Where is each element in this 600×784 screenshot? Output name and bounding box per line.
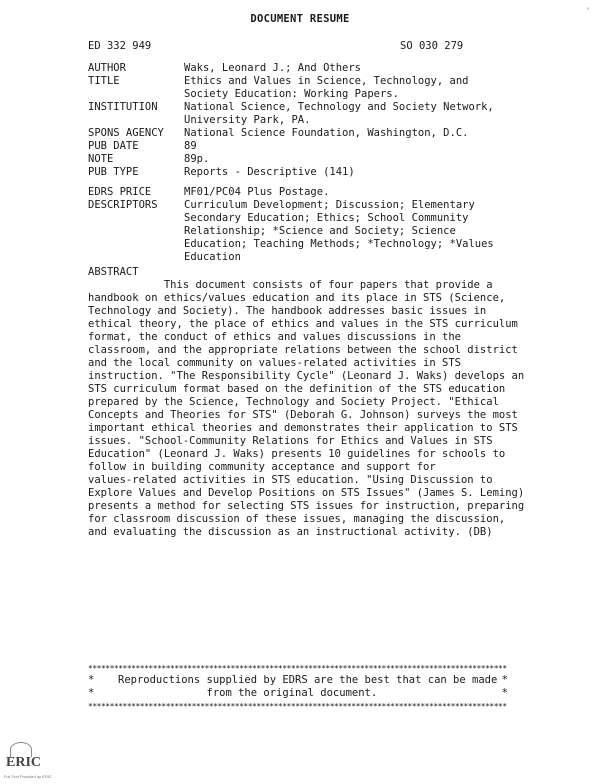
field-value — [184, 62, 514, 75]
abstract-line: instruction. "The Responsibility Cycle" (Leonard J. Waks) develops an — [88, 370, 525, 382]
abstract-line: format, the conduct of ethics and values discussions in the — [88, 331, 461, 343]
field-line: Curriculum Development; Discussion; Elementary — [184, 199, 475, 211]
abstract-line: prepared by the Science, Technology and Society Project. "Ethical — [88, 396, 499, 408]
field-line: Secondary Education; Ethics; School Community — [184, 212, 469, 224]
abstract-line: and the local community on values-related activities in STS — [88, 357, 461, 369]
field-label: PUB TYPE — [88, 166, 139, 178]
field-line: National Science Foundation, Washington, D.C. — [184, 127, 469, 139]
footer-text: Reproductions supplied by EDRS are the best that can be made — [118, 674, 498, 686]
field-line: Ethics and Values in Science, Technology, and — [184, 75, 469, 87]
corner-mark: ° — [586, 7, 590, 14]
abstract-line: Explore Values and Develop Positions on STS Issues" (James S. Leming) — [88, 487, 525, 499]
footer-star: * — [88, 687, 95, 699]
field-value — [184, 75, 514, 101]
field-value — [184, 127, 514, 140]
abstract-label: ABSTRACT — [88, 266, 139, 278]
document-title: DOCUMENT RESUME — [250, 13, 350, 25]
ed-number: ED 332 949 — [88, 40, 152, 52]
field-label: EDRS PRICE — [88, 186, 152, 198]
field-label: NOTE — [88, 153, 114, 165]
eric-logo — [4, 742, 52, 779]
abstract-line: ethical theory, the place of ethics and values in the STS curriculum — [88, 318, 518, 330]
field-value — [184, 140, 514, 153]
footer-star: * — [501, 687, 508, 699]
field-label: INSTITUTION — [88, 101, 158, 113]
abstract-line: Education" (Leonard J. Waks) presents 10 guidelines for schools to — [88, 448, 506, 460]
abstract-line: This document consists of four papers that provide a — [88, 279, 493, 291]
field-label: DESCRIPTORS — [88, 199, 158, 211]
abstract-line: Concepts and Theories for STS" (Deborah G. Johnson) surveys the most — [88, 409, 518, 421]
abstract-line: presents a method for selecting STS issues for instruction, preparing — [88, 500, 525, 512]
abstract-line: follow in building community acceptance and support for — [88, 461, 436, 473]
field-line: 89p. — [184, 153, 210, 165]
field-line: Education; Teaching Methods; *Technology; *Values — [184, 238, 494, 250]
field-value — [184, 153, 514, 166]
footer-star-rule-bottom: ************************************************************************************************* — [88, 702, 507, 711]
field-line: National Science, Technology and Society Network, — [184, 101, 494, 113]
field-line: University Park, PA. — [184, 114, 311, 126]
field-line: Waks, Leonard J.; And Others — [184, 62, 362, 74]
field-label: SPONS AGENCY — [88, 127, 164, 139]
field-line: MF01/PC04 Plus Postage. — [184, 186, 330, 198]
so-number: SO 030 279 — [400, 40, 464, 52]
field-value — [184, 199, 514, 264]
abstract-line: values-related activities in STS education. "Using Discussion to — [88, 474, 493, 486]
field-label: PUB DATE — [88, 140, 139, 152]
abstract-body — [88, 279, 525, 539]
field-line: 89 — [184, 140, 197, 152]
field-value — [184, 166, 514, 179]
footer-text: from the original document. — [118, 687, 378, 699]
abstract-line: for classroom discussion of these issues, managing the discussion, — [88, 513, 506, 525]
abstract-line: important ethical theories and demonstrates their application to STS — [88, 422, 518, 434]
eric-logo-subtitle: Full Text Provided by ERIC — [4, 774, 52, 779]
field-line: Relationship; *Science and Society; Science — [184, 225, 456, 237]
abstract-line: handbook on ethics/values education and its place in STS (Science, — [88, 292, 506, 304]
footer-star: * — [501, 674, 508, 686]
field-line: Education — [184, 251, 241, 263]
eric-logo-text: ERIC — [6, 755, 42, 770]
field-line: Society Education: Working Papers. — [184, 88, 399, 100]
field-label: AUTHOR — [88, 62, 126, 74]
abstract-line: classroom, and the appropriate relations between the school district — [88, 344, 518, 356]
abstract-line: Technology and Society). The handbook addresses basic issues in — [88, 305, 487, 317]
field-value — [184, 101, 514, 127]
field-label: TITLE — [88, 75, 120, 87]
footer-star-rule-top: ************************************************************************************************* — [88, 664, 507, 673]
abstract-line: and evaluating the discussion as an instructional activity. (DB) — [88, 526, 493, 538]
abstract-line: STS curriculum format based on the definition of the STS education — [88, 383, 506, 395]
field-value — [184, 186, 514, 199]
abstract-line: issues. "School-Community Relations for Ethics and Values in STS — [88, 435, 493, 447]
footer-star: * — [88, 674, 95, 686]
field-line: Reports - Descriptive (141) — [184, 166, 355, 178]
